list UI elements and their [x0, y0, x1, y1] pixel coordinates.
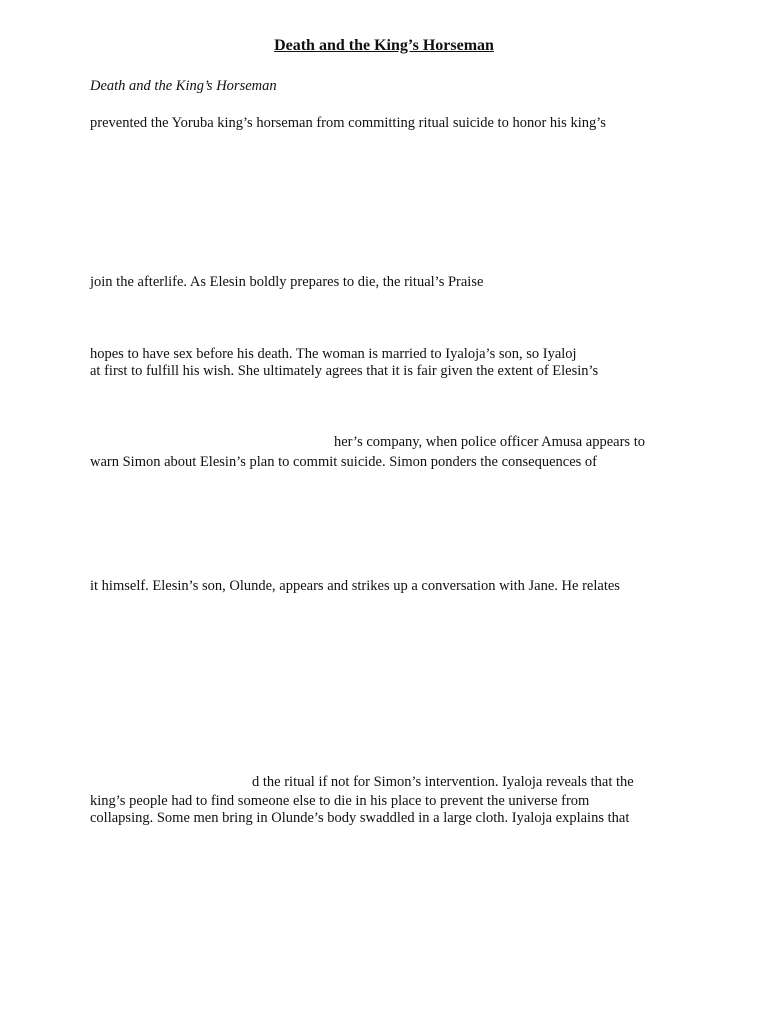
text-line-4: at first to fulfill his wish. She ultimately agrees that it is fair given the extent of Elesin’s [90, 363, 599, 379]
text-line-6: warn Simon about Elesin’s plan to commit suicide. Simon ponders the consequences of [90, 454, 598, 470]
text-line-9: king’s people had to find someone else to die in his place to prevent the universe from [90, 793, 590, 809]
text-line-1: prevented the Yoruba king’s horseman from committing ritual suicide to honor his king’s [90, 115, 606, 131]
text-line-7: it himself. Elesin’s son, Olunde, appears and strikes up a conversation with Jane. He relates [90, 578, 620, 594]
document-title: Death and the King’s Horseman [274, 37, 494, 54]
text-line-5: her’s company, when police officer Amusa appears to [334, 434, 645, 450]
text-line-3: hopes to have sex before his death. The woman is married to Iyaloja’s son, so Iyaloj [90, 346, 577, 362]
text-line-8: d the ritual if not for Simon’s intervention. Iyaloja reveals that the [252, 774, 634, 790]
text-line-2: join the afterlife. As Elesin boldly prepares to die, the ritual’s Praise [90, 274, 484, 290]
text-line-10: collapsing. Some men bring in Olunde’s body swaddled in a large cloth. Iyaloja explains that [90, 810, 630, 826]
document-subtitle: Death and the King’s Horseman [90, 78, 277, 94]
